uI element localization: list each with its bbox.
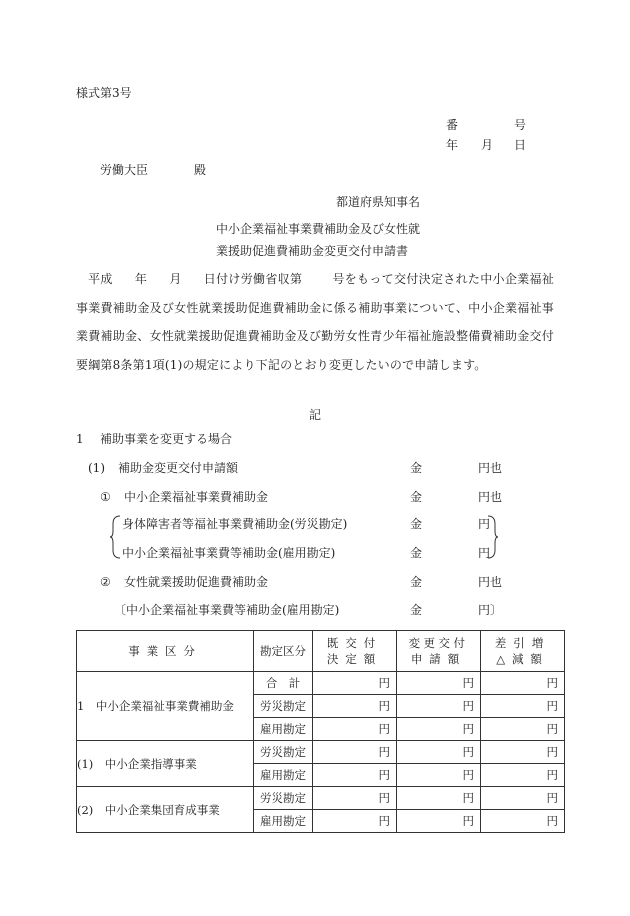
cell-diff: 円 [481, 787, 565, 810]
sub2-label: 女性就業援助促進費補助金 [124, 575, 269, 589]
ki-heading: 記 [309, 408, 322, 422]
account-rousai: 労災勘定 [254, 741, 313, 764]
account-koyou: 雇用勘定 [254, 718, 313, 741]
table-header-row [77, 631, 565, 672]
cell-existing: 円 [313, 787, 397, 810]
cell-change: 円 [397, 787, 481, 810]
cell-existing: 円 [313, 695, 397, 718]
account-total: 合 計 [254, 672, 313, 695]
sub2a-kin: 金 [410, 603, 423, 617]
sub1a-kin: 金 [410, 517, 423, 531]
ref-month: 月 [481, 138, 494, 152]
item1-num: (1) [88, 461, 105, 475]
cell-change: 円 [397, 810, 481, 833]
title-line2: 業援助促進費補助金変更交付申請書 [216, 244, 409, 258]
form-number: 様式第3号 [76, 86, 132, 100]
section1-label: 補助事業を変更する場合 [100, 432, 233, 446]
cell-existing: 円 [313, 718, 397, 741]
account-rousai: 労災勘定 [254, 695, 313, 718]
cell-diff: 円 [481, 810, 565, 833]
item1-yen: 円也 [478, 461, 503, 475]
item1-label: 補助金変更交付申請額 [118, 461, 239, 475]
account-rousai: 労災勘定 [254, 787, 313, 810]
sub1a-label: 身体障害者等福祉事業費補助金(労災勘定) [122, 517, 348, 531]
sub2-num: ② [100, 575, 111, 589]
cell-existing: 円 [313, 672, 397, 695]
cell-existing: 円 [313, 764, 397, 787]
body-text-1: 日付け労働省収第 [203, 272, 303, 286]
header-existing: 既交付 決定額 [313, 631, 397, 672]
table-row [77, 787, 565, 810]
account-koyou: 雇用勘定 [254, 810, 313, 833]
cell-diff: 円 [481, 695, 565, 718]
cell-change: 円 [397, 718, 481, 741]
header-diff: 差引増 △減額 [481, 631, 565, 672]
left-brace [110, 514, 122, 560]
header-account: 勘定区分 [254, 631, 313, 672]
sub1b-kin: 金 [410, 546, 423, 560]
group1-label: 1 中小企業福祉事業費補助金 [77, 672, 254, 741]
sub1-kin: 金 [410, 490, 423, 504]
ref-number-suffix: 号 [514, 118, 527, 132]
body-text-2: 号をもって交付決定された中小企業福祉事業費補助金及び女性就業援助促進費補助金に係る補助事業について、中小企業福祉事業費補助金、女性就業援助促進費補助金及び勤労女性青少年福祉施設整備費補助金交付要綱第8条第1項(1)の規定により下記のとおり変更したいので申請します。 [76, 272, 554, 372]
subsidy-table [76, 630, 565, 833]
cell-existing: 円 [313, 741, 397, 764]
sub2a-yen: 円〕 [478, 603, 503, 617]
ref-year: 年 [446, 138, 459, 152]
item1-kin: 金 [410, 461, 423, 475]
sub1a-yen: 円 [478, 517, 491, 531]
sub1b-label: 中小企業福祉事業費等補助金(雇用勘定) [122, 546, 336, 560]
cell-change: 円 [397, 672, 481, 695]
table-row [77, 672, 565, 695]
group2-label: (1) 中小企業指導事業 [77, 741, 254, 787]
group3-label: (2) 中小企業集団育成事業 [77, 787, 254, 833]
header-category: 事業区分 [77, 631, 254, 672]
sub2a-label: 〔中小企業福祉事業費等補助金(雇用勘定) [114, 603, 340, 617]
cell-diff: 円 [481, 718, 565, 741]
sub1b-yen: 円 [478, 546, 491, 560]
date-prefix: 平成 [88, 272, 113, 286]
sub2-yen: 円也 [478, 575, 503, 589]
cell-diff: 円 [481, 764, 565, 787]
account-koyou: 雇用勘定 [254, 764, 313, 787]
body-paragraph [76, 265, 554, 379]
cell-change: 円 [397, 741, 481, 764]
table-row [77, 741, 565, 764]
cell-change: 円 [397, 764, 481, 787]
cell-existing: 円 [313, 810, 397, 833]
sub1-label: 中小企業福祉事業費補助金 [124, 490, 269, 504]
ref-day: 日 [514, 138, 527, 152]
cell-diff: 円 [481, 741, 565, 764]
sub2-kin: 金 [410, 575, 423, 589]
sub1-num: ① [100, 490, 111, 504]
ref-number-label: 番 [446, 118, 459, 132]
addressee-honorific: 殿 [194, 163, 207, 177]
date-year: 年 [134, 272, 148, 286]
section1-num: 1 [76, 432, 84, 446]
title-line1: 中小企業福祉事業費補助金及び女性就 [216, 222, 421, 236]
addressee-name: 労働大臣 [100, 163, 149, 177]
sub1-yen: 円也 [478, 490, 503, 504]
header-change: 変更交付 申請額 [397, 631, 481, 672]
cell-diff: 円 [481, 672, 565, 695]
cell-change: 円 [397, 695, 481, 718]
date-month: 月 [169, 272, 182, 286]
sender-name: 都道府県知事名 [336, 195, 421, 209]
